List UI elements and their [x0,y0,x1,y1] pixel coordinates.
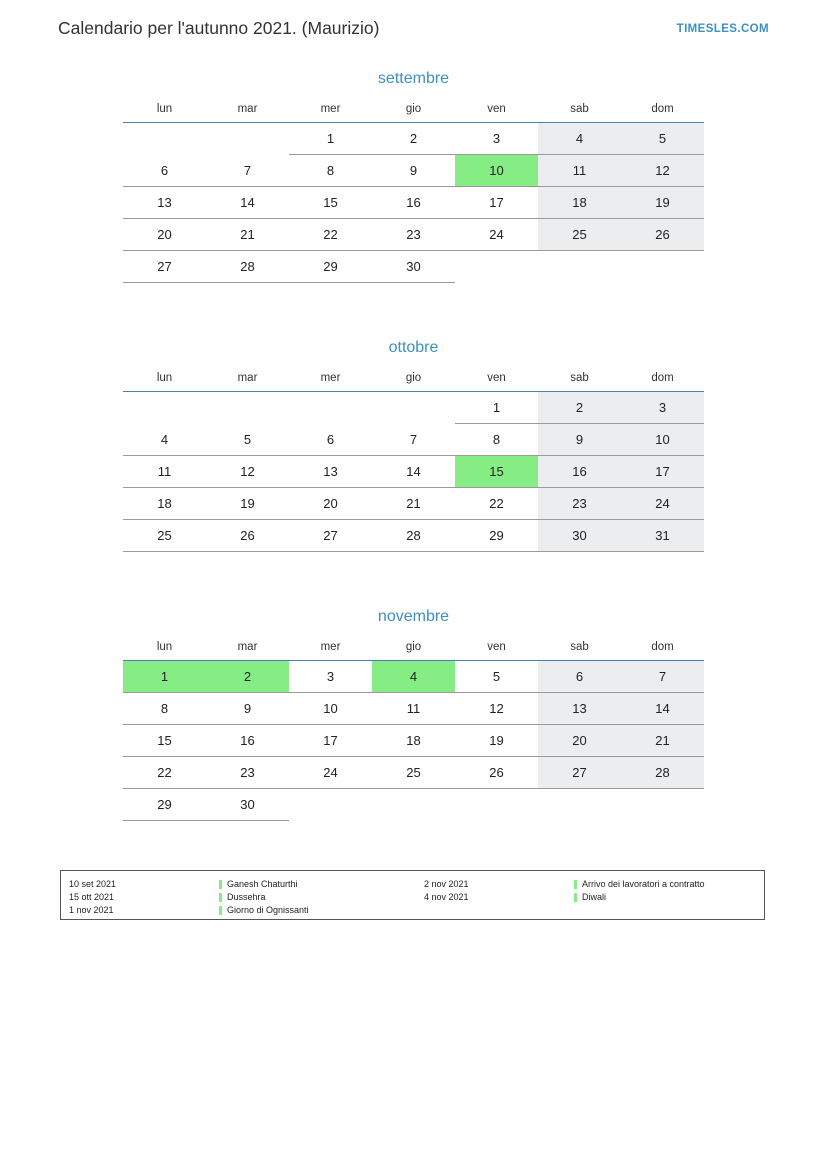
day-cell[interactable] [621,219,704,251]
day-cell[interactable] [123,693,206,725]
day-cell[interactable] [455,392,538,424]
day-cell[interactable] [206,520,289,552]
day-number: 25 [406,765,421,780]
weekday-label: ven [455,100,538,123]
legend-column-right [424,878,754,917]
day-cell[interactable] [455,725,538,757]
legend-column-left [69,878,424,917]
day-number: 24 [323,765,338,780]
day-cell[interactable] [123,424,206,456]
day-number: 5 [492,669,501,684]
day-cell[interactable] [372,424,455,456]
day-number: 15 [323,195,338,210]
day-number: 13 [323,464,338,479]
day-cell[interactable] [538,757,621,789]
day-number [289,789,372,820]
week-row [123,789,704,821]
legend-item [69,904,424,917]
legend-date: 2 nov 2021 [424,879,469,889]
day-number: 12 [489,701,504,716]
day-number: 14 [655,701,670,716]
day-cell[interactable] [538,693,621,725]
weekday-label: gio [372,100,455,123]
day-cell[interactable] [538,187,621,219]
weekday-label: mer [289,638,372,661]
day-cell[interactable] [621,392,704,424]
week-row [123,757,704,789]
day-number: 8 [492,432,501,447]
day-number: 20 [323,496,338,511]
day-cell[interactable] [289,456,372,488]
month-title: ottobre [388,339,439,356]
day-number [538,789,621,820]
day-number: 30 [406,259,421,274]
legend-color-swatch [219,893,222,902]
week-row [123,520,704,552]
week-row [123,693,704,725]
day-number: 7 [409,431,418,447]
page-title: Calendario per l'autunno 2021. (Maurizio) [58,18,380,38]
day-number: 7 [658,669,667,684]
day-number: 30 [572,528,587,543]
weekday-label: dom [621,369,704,392]
day-number: 3 [658,400,667,415]
legend-item [69,891,424,904]
day-cell-empty [621,789,704,821]
day-number: 13 [572,701,587,716]
day-cell-empty [538,251,621,283]
day-cell[interactable] [372,155,455,187]
day-cell-empty [123,123,206,155]
day-cell[interactable] [621,187,704,219]
day-cell[interactable] [538,155,621,187]
week-row [123,219,704,251]
weekday-label: lun [123,369,206,392]
day-number [372,789,455,820]
day-cell[interactable] [372,757,455,789]
day-number: 19 [240,496,255,511]
day-number [621,789,704,820]
day-cell[interactable] [538,488,621,520]
day-cell[interactable] [123,725,206,757]
month-grid [123,638,704,821]
day-number: 30 [240,797,255,812]
day-number: 28 [406,528,421,543]
day-number: 17 [323,733,338,748]
day-number: 3 [492,131,501,146]
day-cell[interactable] [289,251,372,283]
weekday-label: gio [372,638,455,661]
day-number: 2 [409,131,418,146]
day-cell[interactable] [289,155,372,187]
day-cell[interactable] [455,661,538,693]
day-cell[interactable] [621,456,704,488]
day-number: 22 [323,227,338,242]
legend-color-swatch [574,893,577,902]
day-cell-holiday[interactable] [123,661,206,693]
weekday-label: dom [621,638,704,661]
day-number: 12 [655,163,670,178]
day-number: 24 [655,496,670,511]
week-row [123,661,704,693]
day-cell-empty [538,789,621,821]
day-cell-empty [206,123,289,155]
day-number [538,251,621,282]
day-number: 19 [655,195,670,210]
day-number: 28 [240,259,255,274]
day-cell[interactable] [372,187,455,219]
day-number [206,123,289,154]
day-cell[interactable] [538,219,621,251]
day-number: 29 [489,528,504,543]
day-cell[interactable] [289,123,372,155]
day-cell[interactable] [538,424,621,456]
day-number: 25 [157,528,172,543]
day-cell-holiday[interactable] [455,456,538,488]
day-cell-empty [372,789,455,821]
day-cell[interactable] [372,488,455,520]
day-cell[interactable] [206,789,289,821]
day-cell[interactable] [538,456,621,488]
day-number: 20 [572,733,587,748]
weekday-label: mar [206,638,289,661]
day-number [621,251,704,282]
day-cell-holiday[interactable] [206,661,289,693]
week-row [123,456,704,488]
day-cell[interactable] [206,725,289,757]
day-cell[interactable] [455,123,538,155]
day-number: 4 [160,431,169,447]
day-cell[interactable] [455,520,538,552]
day-cell[interactable] [123,219,206,251]
legend-holiday-name: Arrivo dei lavoratori a contratto [582,879,705,889]
day-cell[interactable] [206,693,289,725]
day-number: 5 [658,131,667,146]
day-number: 4 [575,131,584,146]
weekday-label: sab [538,369,621,392]
legend-item [424,891,754,904]
day-number: 25 [572,227,587,242]
day-number: 16 [240,733,255,748]
day-number: 1 [160,669,169,684]
day-cell-empty [372,392,455,424]
day-cell[interactable] [372,693,455,725]
day-number: 23 [240,765,255,780]
day-number: 9 [575,432,584,447]
day-number: 12 [240,464,255,479]
day-number: 6 [160,162,169,178]
day-cell[interactable] [621,155,704,187]
day-cell[interactable] [206,155,289,187]
month-block-settembre [123,70,704,283]
day-cell[interactable] [289,661,372,693]
day-number [206,392,289,423]
day-number [289,392,372,423]
legend-color-swatch [219,906,222,915]
week-row [123,123,704,155]
day-cell[interactable] [206,488,289,520]
month-title: novembre [377,608,450,625]
day-number: 29 [323,259,338,274]
weekday-label: gio [372,369,455,392]
day-number [455,789,538,820]
legend-item [69,878,424,891]
week-row [123,725,704,757]
legend-holiday-name: Giorno di Ognissanti [227,905,309,915]
day-cell[interactable] [372,251,455,283]
day-cell[interactable] [289,520,372,552]
weekday-label: mer [289,100,372,123]
day-cell[interactable] [621,661,704,693]
day-cell[interactable] [621,693,704,725]
day-cell[interactable] [123,488,206,520]
day-cell[interactable] [372,520,455,552]
day-number: 13 [157,195,172,210]
legend-holiday-name: Diwali [582,892,607,902]
day-cell[interactable] [372,219,455,251]
day-number: 20 [157,227,172,242]
day-number: 8 [326,163,335,178]
month-title: settembre [377,70,450,87]
day-number: 3 [326,669,335,684]
weekday-header-row [123,369,704,392]
day-number [372,392,455,423]
legend-date: 1 nov 2021 [69,905,114,915]
day-number: 11 [572,163,587,178]
week-row [123,424,704,456]
day-cell[interactable] [538,123,621,155]
weekday-header-row [123,100,704,123]
day-number: 28 [655,765,670,780]
weekday-label: lun [123,100,206,123]
weekday-header-row [123,638,704,661]
day-number: 23 [572,496,587,511]
day-cell[interactable] [289,693,372,725]
day-number: 9 [409,163,418,178]
day-number: 31 [655,528,670,543]
day-cell[interactable] [621,757,704,789]
day-number: 18 [406,733,421,748]
day-cell[interactable] [123,520,206,552]
day-number: 29 [157,797,172,812]
day-cell[interactable] [538,661,621,693]
legend-color-swatch [574,880,577,889]
day-number: 23 [406,227,421,242]
weekday-label: mar [206,100,289,123]
day-cell[interactable] [289,488,372,520]
day-number: 4 [409,669,418,684]
day-cell[interactable] [123,187,206,219]
month-grid [123,100,704,283]
day-number: 10 [655,432,670,447]
day-number: 24 [489,227,504,242]
day-number: 2 [243,669,252,684]
day-cell[interactable] [538,725,621,757]
day-number: 26 [240,528,255,543]
day-cell[interactable] [455,424,538,456]
day-cell[interactable] [289,219,372,251]
day-number: 18 [157,496,172,511]
day-cell[interactable] [123,456,206,488]
day-cell[interactable] [123,251,206,283]
day-number: 8 [160,701,169,716]
day-number [123,392,206,423]
day-cell[interactable] [289,725,372,757]
day-number: 11 [406,701,421,716]
day-number: 14 [240,195,255,210]
month-grid [123,369,704,552]
day-cell-empty [455,251,538,283]
day-cell-empty [123,392,206,424]
week-row [123,187,704,219]
day-cell[interactable] [123,155,206,187]
day-number: 18 [572,195,587,210]
day-cell-empty [455,789,538,821]
day-cell[interactable] [455,187,538,219]
week-row [123,251,704,283]
day-number: 26 [489,765,504,780]
day-cell[interactable] [206,456,289,488]
day-cell[interactable] [289,757,372,789]
day-cell[interactable] [455,488,538,520]
day-cell[interactable] [206,187,289,219]
day-cell-holiday[interactable] [455,155,538,187]
day-number: 6 [326,431,335,447]
day-cell[interactable] [455,757,538,789]
legend-holiday-name: Ganesh Chaturthi [227,879,298,889]
day-number: 10 [323,701,338,716]
day-number: 7 [243,162,252,178]
day-cell[interactable] [289,424,372,456]
day-number: 14 [406,464,421,479]
month-block-ottobre [123,339,704,552]
day-cell[interactable] [455,693,538,725]
day-number: 5 [243,431,252,447]
day-cell[interactable] [621,424,704,456]
day-number [455,251,538,282]
page-header [0,18,827,52]
weekday-label: mar [206,369,289,392]
day-number: 21 [240,227,255,242]
legend-date: 4 nov 2021 [424,892,469,902]
day-cell-empty [289,392,372,424]
day-number: 27 [157,259,172,274]
week-row [123,392,704,424]
weekday-label: sab [538,638,621,661]
day-cell[interactable] [123,789,206,821]
day-cell-empty [289,789,372,821]
weekday-label: dom [621,100,704,123]
day-number: 19 [489,733,504,748]
weekday-label: lun [123,638,206,661]
month-block-novembre [123,608,704,821]
day-number: 17 [655,464,670,479]
day-number: 26 [655,227,670,242]
day-number: 21 [655,733,670,748]
day-number: 9 [243,701,252,716]
weekday-label: mer [289,369,372,392]
day-cell[interactable] [621,123,704,155]
day-number: 27 [572,765,587,780]
day-cell-empty [621,251,704,283]
day-cell[interactable] [538,392,621,424]
day-cell[interactable] [372,725,455,757]
weekday-label: ven [455,369,538,392]
day-number: 1 [492,400,501,415]
legend-holiday-name: Dussehra [227,892,266,902]
day-number: 2 [575,400,584,415]
day-cell[interactable] [289,187,372,219]
day-number: 16 [572,464,587,479]
holiday-legend [60,870,765,920]
day-cell[interactable] [621,725,704,757]
week-row [123,155,704,187]
day-cell[interactable] [206,251,289,283]
day-number [123,123,206,154]
day-number: 11 [157,464,172,479]
week-row [123,488,704,520]
day-number: 17 [489,195,504,210]
day-number: 21 [406,496,421,511]
legend-color-swatch [219,880,222,889]
day-cell[interactable] [372,123,455,155]
day-number: 1 [326,131,335,146]
day-cell-holiday[interactable] [372,661,455,693]
day-cell-empty [206,392,289,424]
day-number: 16 [406,195,421,210]
day-number: 22 [489,496,504,511]
legend-item [424,878,754,891]
legend-date: 10 set 2021 [69,879,117,889]
weekday-label: sab [538,100,621,123]
day-cell[interactable] [538,520,621,552]
day-cell[interactable] [206,757,289,789]
day-cell[interactable] [206,219,289,251]
day-cell[interactable] [621,520,704,552]
brand-label: TIMESLES.COM [676,23,769,35]
day-cell[interactable] [455,219,538,251]
day-number: 6 [575,669,584,684]
day-cell[interactable] [372,456,455,488]
legend-date: 15 ott 2021 [69,892,115,902]
day-cell[interactable] [123,757,206,789]
day-number: 15 [489,464,504,479]
weekday-label: ven [455,638,538,661]
day-number: 15 [157,733,172,748]
day-number: 27 [323,528,338,543]
day-cell[interactable] [206,424,289,456]
day-number: 10 [489,163,504,178]
day-number: 22 [157,765,172,780]
day-cell[interactable] [621,488,704,520]
